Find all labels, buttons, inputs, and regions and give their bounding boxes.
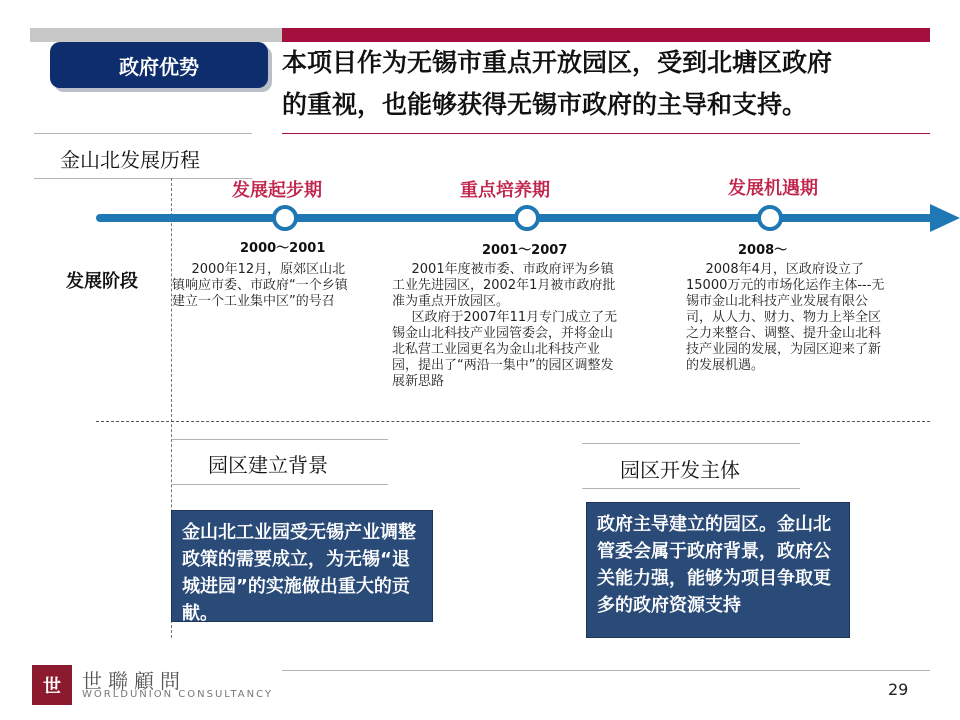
page-headline	[282, 42, 932, 126]
phase-text-opportunity	[686, 262, 886, 374]
worldunion-logo-icon: 世	[32, 665, 72, 705]
timeline-node-2000	[272, 205, 298, 231]
timeline-node-2008	[757, 205, 783, 231]
phase-text-opportunity-p1: 2008年4月，区政府设立了15000万元的市场化运作主体---无锡市金山北科技产业发展有限公司，从人力、财力、物力上举全区之力来整合、调整、提升金山北科技产业园的发展，为园区迎来了新的发展机遇。	[686, 262, 885, 373]
phase-label-focus: 重点培养期	[460, 180, 550, 201]
top-bar-red	[282, 28, 930, 42]
year-2000-2001: 2000～2001	[240, 241, 326, 256]
phase-text-start	[172, 262, 352, 310]
government-advantage-badge: 政府优势	[50, 42, 268, 88]
developer-box: 政府主导建立的园区。金山北管委会属于政府背景，政府公关能力强，能够为项目争取更多的政府资源支持	[586, 502, 850, 638]
phase-text-start-p1: 2000年12月，原郊区山北镇响应市委、市政府“一个乡镇建立一个工业集中区”的号召	[172, 262, 348, 309]
background-title-top-line	[172, 439, 388, 440]
developer-title-top-line	[582, 443, 800, 444]
timeline-arrow-head	[930, 204, 960, 232]
phase-label-opportunity: 发展机遇期	[728, 178, 818, 199]
page-number: 29	[888, 680, 909, 699]
year-2008: 2008～	[738, 243, 788, 258]
phase-label-start: 发展起步期	[232, 180, 322, 201]
background-box: 金山北工业园受无锡产业调整政策的需要成立，为无锡“退城进园”的实施做出重大的贡献。	[171, 510, 433, 622]
history-title: 金山北发展历程	[60, 148, 200, 172]
developer-title: 园区开发主体	[620, 458, 740, 482]
developer-title-bottom-line	[582, 488, 800, 489]
phase-text-focus-p1: 2001年度被市委、市政府评为乡镇工业先进园区，2002年1月被市政府批准为重点开放园区。	[392, 262, 616, 309]
timeline-node-2001	[514, 205, 540, 231]
divider-left	[34, 133, 252, 134]
logo-chinese-name: 世聯顧問	[82, 669, 186, 693]
background-title-bottom-line	[172, 484, 388, 485]
logo-english-name: WORLDUNION CONSULTANCY	[82, 689, 274, 700]
divider-history	[34, 178, 252, 179]
background-title: 园区建立背景	[208, 453, 328, 477]
footer-line	[282, 670, 930, 671]
top-bar-gray	[30, 28, 282, 42]
headline-line-1: 本项目作为无锡市重点开放园区，受到北塘区政府	[282, 48, 833, 77]
stage-label: 发展阶段	[66, 271, 138, 292]
year-2001-2007: 2001～2007	[482, 243, 568, 258]
section-separator	[96, 421, 930, 422]
divider-right	[282, 133, 930, 134]
phase-text-focus	[392, 262, 624, 390]
headline-line-2: 的重视，也能够获得无锡市政府的主导和支持。	[282, 90, 808, 119]
phase-text-focus-p2: 区政府于2007年11月专门成立了无锡金山北科技产业园管委会，并将金山北私营工业园更名为金山北科技产业园，提出了“两沿一集中”的园区调整发展新思路	[392, 310, 618, 389]
